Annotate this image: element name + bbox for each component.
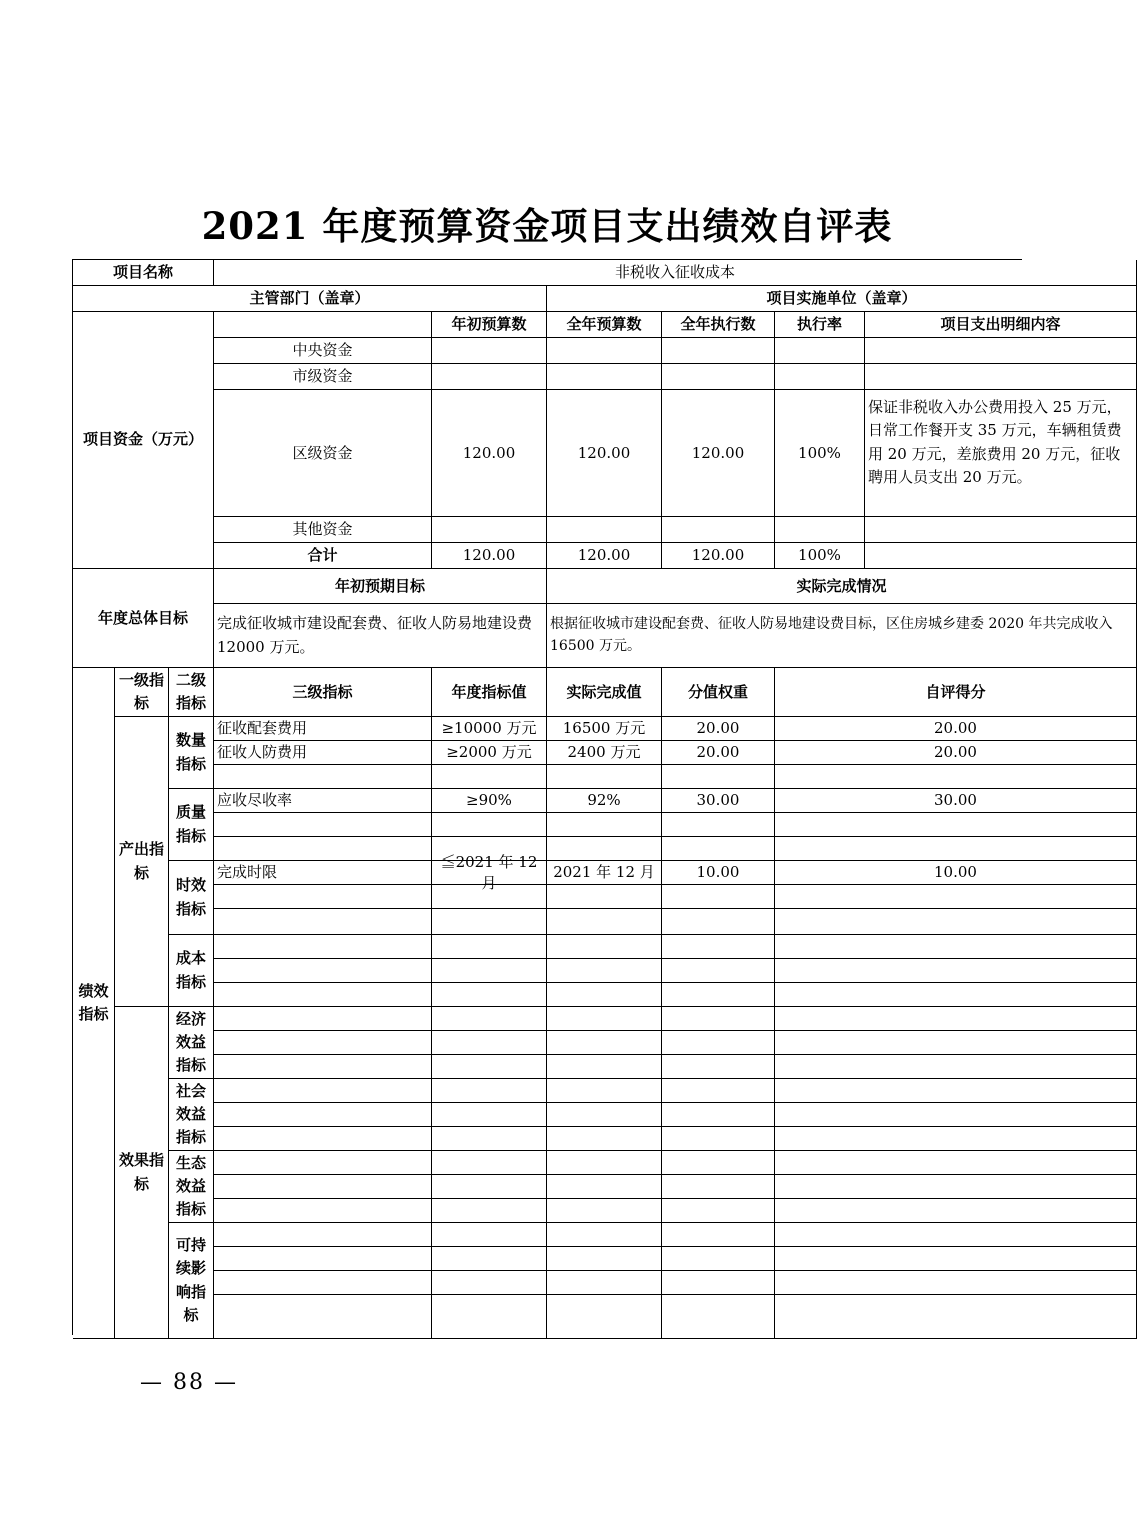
empty-cell <box>662 959 775 983</box>
funds-header-detail: 项目支出明细内容 <box>865 312 1137 338</box>
empty-cell <box>214 1031 432 1055</box>
quality-indicator-label: 质量指标 <box>169 789 214 861</box>
project-name-value: 非税收入征收成本 <box>214 260 1137 286</box>
empty-cell <box>662 837 775 861</box>
empty-cell <box>662 909 775 935</box>
empty-cell <box>214 1127 432 1151</box>
empty-cell <box>775 1151 1137 1175</box>
funds-cell <box>547 517 662 543</box>
indicator-actual: 2400 万元 <box>547 741 662 765</box>
empty-cell <box>547 885 662 909</box>
empty-cell <box>662 1031 775 1055</box>
funds-cell <box>547 338 662 364</box>
empty-cell <box>432 765 547 789</box>
indicator-score: 20.00 <box>775 741 1137 765</box>
indicator-target: ≦2021 年 12 月 <box>432 861 547 885</box>
empty-cell <box>432 1223 547 1247</box>
output-indicator-label: 产出指标 <box>115 717 169 1007</box>
empty-cell <box>775 1127 1137 1151</box>
social-indicator-label: 社会效益指标 <box>169 1079 214 1151</box>
funds-cell <box>662 517 775 543</box>
funds-total-label: 合计 <box>214 543 432 569</box>
empty-cell <box>662 1175 775 1199</box>
expected-goal-text: 完成征收城市建设配套费、征收人防易地建设费 12000 万元。 <box>214 604 547 668</box>
empty-cell <box>432 935 547 959</box>
empty-cell <box>432 1079 547 1103</box>
funds-cell: 120.00 <box>662 543 775 569</box>
empty-cell <box>214 1103 432 1127</box>
score-header: 自评得分 <box>775 668 1137 717</box>
funds-row-name: 其他资金 <box>214 517 432 543</box>
funds-cell: 120.00 <box>662 390 775 517</box>
empty-cell <box>432 1247 547 1271</box>
empty-cell <box>547 765 662 789</box>
empty-cell <box>547 1055 662 1079</box>
funds-cell: 120.00 <box>547 390 662 517</box>
empty-cell <box>432 1007 547 1031</box>
empty-cell <box>214 837 432 861</box>
funds-cell <box>547 364 662 390</box>
empty-cell <box>547 909 662 935</box>
empty-cell <box>432 1031 547 1055</box>
level3-header: 三级指标 <box>214 668 432 717</box>
funds-cell: 120.00 <box>432 390 547 517</box>
empty-cell <box>432 983 547 1007</box>
empty-cell <box>547 1007 662 1031</box>
funds-cell <box>865 364 1137 390</box>
funds-cell <box>432 338 547 364</box>
empty-cell <box>432 909 547 935</box>
empty-cell <box>214 1247 432 1271</box>
indicator-weight: 10.00 <box>662 861 775 885</box>
funds-cell: 100% <box>775 543 865 569</box>
empty-cell <box>775 1199 1137 1223</box>
empty-cell <box>214 1223 432 1247</box>
indicator-weight: 20.00 <box>662 717 775 741</box>
funds-cell <box>432 364 547 390</box>
empty-cell <box>214 1175 432 1199</box>
empty-cell <box>775 1079 1137 1103</box>
empty-cell <box>662 1271 775 1295</box>
funds-header-executed: 全年执行数 <box>662 312 775 338</box>
ecological-indicator-label: 生态效益指标 <box>169 1151 214 1223</box>
empty-cell <box>214 1007 432 1031</box>
empty-cell <box>547 1199 662 1223</box>
empty-cell <box>432 1127 547 1151</box>
perf-indicator-label: 绩效指标 <box>73 668 115 1339</box>
empty-cell <box>775 1055 1137 1079</box>
empty-cell <box>662 1055 775 1079</box>
indicator-weight: 20.00 <box>662 741 775 765</box>
funds-cell <box>775 338 865 364</box>
empty-cell <box>432 1055 547 1079</box>
actual-value-header: 实际完成值 <box>547 668 662 717</box>
funds-cell: 120.00 <box>547 543 662 569</box>
funds-cell <box>432 517 547 543</box>
indicator-name: 征收人防费用 <box>214 741 432 765</box>
empty-cell <box>775 909 1137 935</box>
empty-cell <box>214 959 432 983</box>
empty-cell <box>214 935 432 959</box>
actual-completion-label: 实际完成情况 <box>547 569 1137 604</box>
funds-detail-text: 保证非税收入办公费用投入 25 万元，日常工作餐开支 35 万元，车辆租赁费用 20 万元，差旅费用 20 万元，征收聘用人员支出 20 万元。 <box>865 390 1137 517</box>
empty-cell <box>547 813 662 837</box>
page-number: — 88 — <box>140 1370 238 1395</box>
empty-cell <box>432 885 547 909</box>
empty-cell <box>662 1103 775 1127</box>
empty-cell <box>547 837 662 861</box>
funds-header-blank <box>214 312 432 338</box>
unit-label: 项目实施单位（盖章） <box>547 286 1137 312</box>
empty-cell <box>214 813 432 837</box>
empty-cell <box>775 1007 1137 1031</box>
funds-cell <box>865 543 1137 569</box>
indicator-name: 征收配套费用 <box>214 717 432 741</box>
empty-cell <box>775 1031 1137 1055</box>
indicator-actual: 92% <box>547 789 662 813</box>
funds-header-annual: 全年预算数 <box>547 312 662 338</box>
empty-cell <box>214 1079 432 1103</box>
funds-cell <box>865 338 1137 364</box>
empty-cell <box>775 1103 1137 1127</box>
funds-header-rate: 执行率 <box>775 312 865 338</box>
empty-cell <box>547 1103 662 1127</box>
empty-cell <box>662 813 775 837</box>
funds-row-name: 中央资金 <box>214 338 432 364</box>
indicator-weight: 30.00 <box>662 789 775 813</box>
weight-header: 分值权重 <box>662 668 775 717</box>
indicator-actual: 16500 万元 <box>547 717 662 741</box>
empty-cell <box>662 983 775 1007</box>
empty-cell <box>775 765 1137 789</box>
level2-header: 二级指标 <box>169 668 214 717</box>
empty-cell <box>775 813 1137 837</box>
empty-cell <box>775 959 1137 983</box>
annual-goal-label: 年度总体目标 <box>73 569 214 668</box>
empty-cell <box>662 1007 775 1031</box>
empty-cell <box>214 1271 432 1295</box>
indicator-name: 完成时限 <box>214 861 432 885</box>
empty-cell <box>662 1223 775 1247</box>
empty-cell <box>547 1175 662 1199</box>
funds-cell: 120.00 <box>432 543 547 569</box>
empty-cell <box>214 1199 432 1223</box>
indicator-score: 30.00 <box>775 789 1137 813</box>
empty-cell <box>662 1295 775 1339</box>
performance-table <box>72 259 1122 1335</box>
empty-cell <box>432 813 547 837</box>
dept-label: 主管部门（盖章） <box>73 286 547 312</box>
actual-completion-text: 根据征收城市建设配套费、征收人防易地建设费目标，区住房城乡建委 2020 年共完成收入 16500 万元。 <box>547 604 1137 668</box>
empty-cell <box>547 959 662 983</box>
quantity-indicator-label: 数量指标 <box>169 717 214 789</box>
empty-cell <box>547 1271 662 1295</box>
empty-cell <box>432 1295 547 1339</box>
empty-cell <box>432 959 547 983</box>
funds-cell <box>775 364 865 390</box>
cost-indicator-label: 成本指标 <box>169 935 214 1007</box>
level1-header: 一级指标 <box>115 668 169 717</box>
empty-cell <box>662 935 775 959</box>
empty-cell <box>662 1199 775 1223</box>
indicator-actual: 2021 年 12 月 <box>547 861 662 885</box>
empty-cell <box>214 765 432 789</box>
empty-cell <box>547 935 662 959</box>
empty-cell <box>775 983 1137 1007</box>
indicator-target: ≥2000 万元 <box>432 741 547 765</box>
empty-cell <box>775 837 1137 861</box>
empty-cell <box>214 983 432 1007</box>
funds-header-initial: 年初预算数 <box>432 312 547 338</box>
funds-cell <box>662 364 775 390</box>
empty-cell <box>547 1127 662 1151</box>
indicator-name: 应收尽收率 <box>214 789 432 813</box>
empty-cell <box>775 1175 1137 1199</box>
project-name-label: 项目名称 <box>73 260 214 286</box>
empty-cell <box>775 1271 1137 1295</box>
empty-cell <box>662 885 775 909</box>
indicator-score: 20.00 <box>775 717 1137 741</box>
economic-indicator-label: 经济效益指标 <box>169 1007 214 1079</box>
empty-cell <box>662 765 775 789</box>
indicator-score: 10.00 <box>775 861 1137 885</box>
target-value-header: 年度指标值 <box>432 668 547 717</box>
funds-cell <box>662 338 775 364</box>
empty-cell <box>547 1151 662 1175</box>
empty-cell <box>775 885 1137 909</box>
empty-cell <box>775 1247 1137 1271</box>
empty-cell <box>547 1247 662 1271</box>
funds-cell: 100% <box>775 390 865 517</box>
indicator-target: ≥90% <box>432 789 547 813</box>
empty-cell <box>662 1151 775 1175</box>
empty-cell <box>432 1103 547 1127</box>
empty-cell <box>547 1223 662 1247</box>
sustainable-indicator-label: 可持续影响指标 <box>169 1223 214 1339</box>
empty-cell <box>775 1295 1137 1339</box>
timeliness-indicator-label: 时效指标 <box>169 861 214 935</box>
empty-cell <box>547 1295 662 1339</box>
empty-cell <box>214 1295 432 1339</box>
funds-label: 项目资金（万元） <box>73 312 214 569</box>
funds-row-name: 市级资金 <box>214 364 432 390</box>
empty-cell <box>547 1031 662 1055</box>
indicator-target: ≥10000 万元 <box>432 717 547 741</box>
empty-cell <box>547 1079 662 1103</box>
empty-cell <box>432 1271 547 1295</box>
funds-cell <box>865 517 1137 543</box>
empty-cell <box>662 1247 775 1271</box>
empty-cell <box>214 885 432 909</box>
empty-cell <box>214 909 432 935</box>
empty-cell <box>432 1175 547 1199</box>
empty-cell <box>662 1079 775 1103</box>
page-title: 2021 年度预算资金项目支出绩效自评表 <box>201 204 893 248</box>
funds-cell <box>775 517 865 543</box>
effect-indicator-label: 效果指标 <box>115 1007 169 1339</box>
funds-row-name: 区级资金 <box>214 390 432 517</box>
empty-cell <box>214 1055 432 1079</box>
empty-cell <box>775 1223 1137 1247</box>
empty-cell <box>547 983 662 1007</box>
empty-cell <box>432 1199 547 1223</box>
empty-cell <box>432 1151 547 1175</box>
empty-cell <box>775 935 1137 959</box>
empty-cell <box>214 1151 432 1175</box>
empty-cell <box>662 1127 775 1151</box>
expected-goal-label: 年初预期目标 <box>214 569 547 604</box>
